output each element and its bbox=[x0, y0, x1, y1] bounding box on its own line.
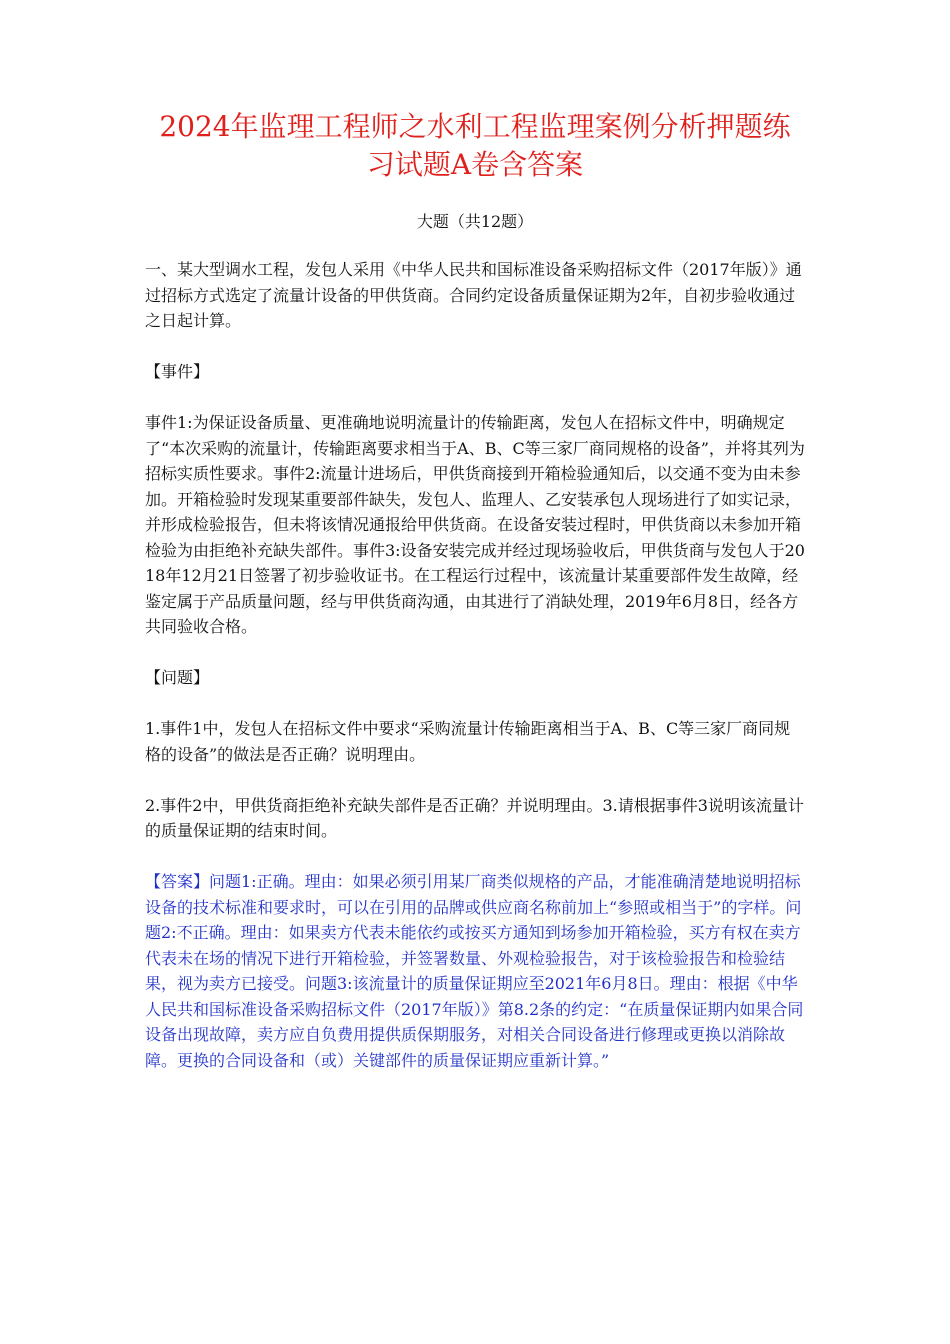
events-paragraph: 事件1:为保证设备质量、更准确地说明流量计的传输距离，发包人在招标文件中，明确规定了“本次采购的流量计，传输距离要求相当于A、B、C等三家厂商同规格的设备”，并将其列为招标实质性要求。事件2:流量计进场后，甲供货商接到开箱检验通知后，以交通不变为由未参加。开箱检验时发现某重要部件缺失，发包人、监理人、乙安装承包人现场进行了如实记录，并形成检验报告，但未将该情况通报给甲供货商。在设备安装过程时，甲供货商以未参加开箱检验为由拒绝补充缺失部件。事件3:设备安装完成并经过现场验收后，甲供货商与发包人于2018年12月21日签署了初步验收证书。在工程运行过程中，该流量计某重要部件发生故障，经鉴定属于产品质量问题，经与甲供货商沟通，由其进行了消缺处理，2019年6月8日，经各方共同验收合格。 bbox=[145, 413, 805, 636]
title-line-2: 习试题A卷含答案 bbox=[366, 148, 584, 181]
intro-paragraph: 一、某大型调水工程，发包人采用《中华人民共和国标准设备采购招标文件（2017年版）》通过招标方式选定了流量计设备的甲供货商。合同约定设备质量保证期为2年，自初步验收通过之日起计算。 bbox=[145, 260, 802, 330]
question-1: 1.事件1中，发包人在招标文件中要求“采购流量计传输距离相当于A、B、C等三家厂商同规格的设备”的做法是否正确？说明理由。 bbox=[145, 719, 791, 764]
question-2: 2.事件2中，甲供货商拒绝补充缺失部件是否正确？并说明理由。3.请根据事件3说明该流量计的质量保证期的结束时间。 bbox=[145, 795, 804, 840]
title-line-1: 2024年监理工程师之水利工程监理案例分析押题练 bbox=[159, 110, 791, 143]
answer-paragraph: 【答案】问题1:正确。理由：如果必须引用某厂商类似规格的产品，才能准确清楚地说明招标设备的技术标准和要求时，可以在引用的品牌或供应商名称前加上“参照或相当于”的字样。问题2:不正确。理由：如果卖方代表未能依约或按买方通知到场参加开箱检验，买方有权在卖方代表未在场的情况下进行开箱检验，并签署数量、外观检验报告，对于该检验报告和检验结果，视为卖方已接受。问题3:该流量计的质量保证期应至2021年6月8日。理由：根据《中华人民共和国标准设备采购招标文件（2017年版）》第8.2条的约定：“在质量保证期内如果合同设备出现故障，卖方应自负费用提供质保期服务，对相关合同设备进行修理或更换以消除故障。更换的合同设备和（或）关键部件的质量保证期应重新计算。” bbox=[145, 872, 804, 1070]
questions-heading: 【问题】 bbox=[145, 668, 210, 687]
events-heading: 【事件】 bbox=[145, 362, 210, 381]
document-title bbox=[120, 108, 830, 184]
document-body bbox=[145, 257, 805, 1099]
section-subtitle: 大题（共12题） bbox=[416, 212, 534, 231]
